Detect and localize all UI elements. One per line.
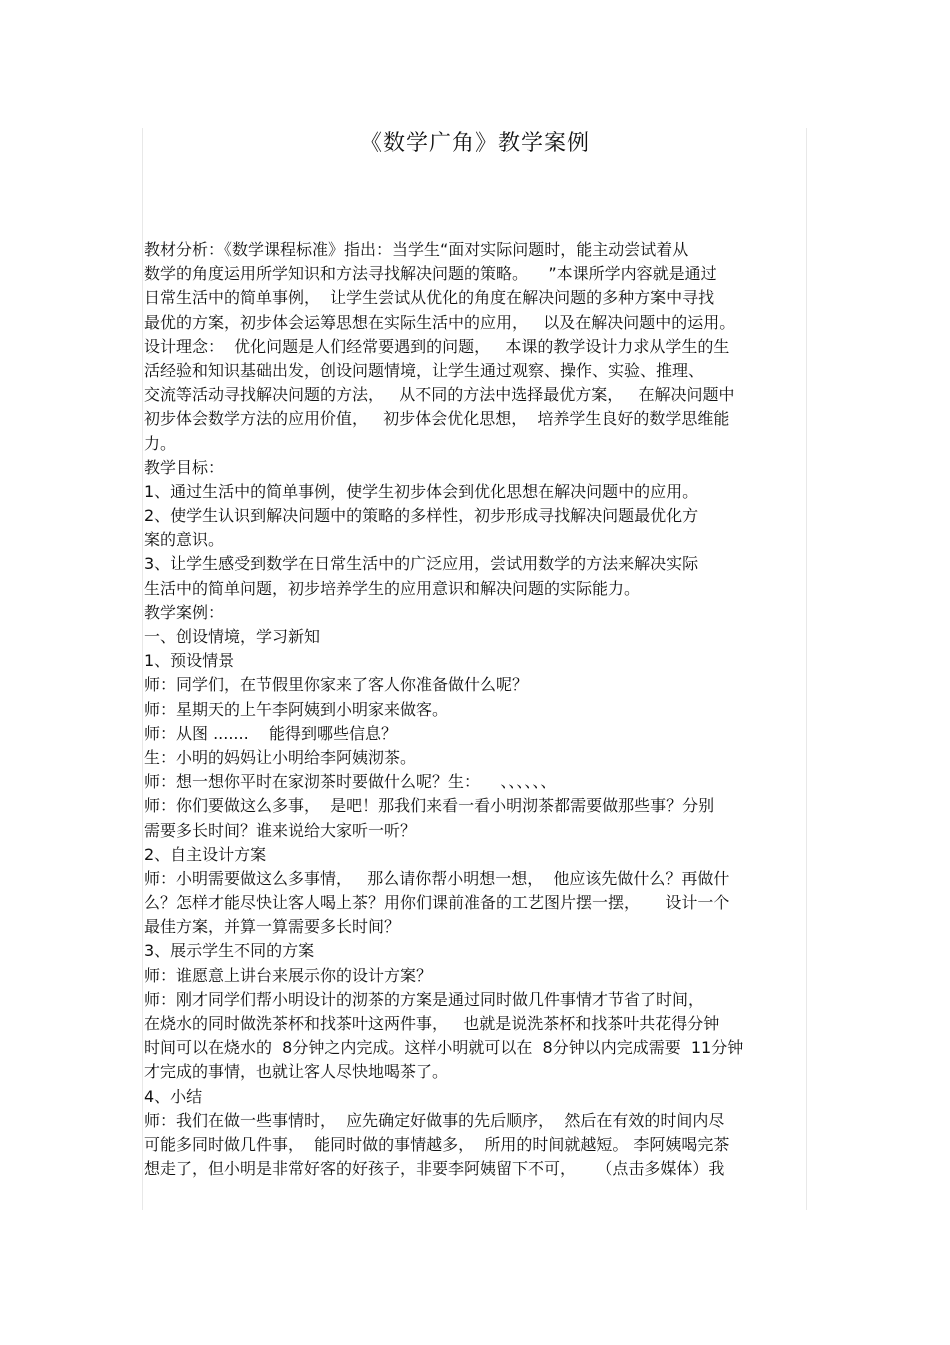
text-line: 师：从图 ....... 能得到哪些信息？ (144, 723, 398, 743)
text-line: 师：刚才同学们帮小明设计的沏茶的方案是通过同时做几件事情才节省了时间， (144, 989, 705, 1009)
text-line: 教学案例： (144, 602, 225, 622)
text-line: 4、小结 (144, 1086, 203, 1106)
text-line: 师：你们要做这么多事， 是吧！那我们来看一看小明沏茶都需要做那些事？分别 (144, 796, 715, 816)
text-line: 时间可以在烧水的 8分钟之内完成。这样小明就可以在 8分钟以内完成需要 11分钟 (144, 1038, 744, 1058)
text-line: 么？怎样才能尽快让客人喝上茶？用你们课前准备的工艺图片摆一摆， 设计一个 (144, 893, 730, 913)
document-title: 《数学广角》教学案例 (359, 131, 590, 156)
text-line: 师：小明需要做这么多事情， 那么请你帮小明想一想， 他应该先做什么？再做什 (144, 868, 730, 888)
page-border-right (806, 128, 807, 1210)
text-line: 设计理念： 优化问题是人们经常要遇到的问题， 本课的教学设计力求从学生的生 (144, 336, 730, 356)
text-line: 最优的方案，初步体会运筹思想在实际生活中的应用， 以及在解决问题中的运用。 (144, 312, 736, 332)
text-line: 2、使学生认识到解决问题中的策略的多样性，初步形成寻找解决问题最优化方 (144, 506, 699, 526)
text-line: 教材分析：《数学课程标准》指出：当学生“面对实际问题时，能主动尝试着从 (144, 240, 689, 259)
text-line: 案的意识。 (144, 530, 225, 550)
text-line: 最佳方案，并算一算需要多长时间？ (144, 917, 401, 937)
text-line: 师：我们在做一些事情时， 应先确定好做事的先后顺序， 然后在有效的时间内尽 (144, 1110, 725, 1130)
text-line: 1、通过生活中的简单事例，使学生初步体会到优化思想在解决问题中的应用。 (144, 481, 699, 501)
text-line: 需要多长时间？谁来说给大家听一听？ (144, 820, 417, 840)
text-line: 想走了，但小明是非常好客的好孩子，非要李阿姨留下不可， （点击多媒体）我 (144, 1159, 725, 1179)
text-line: 可能多同时做几件事， 能同时做的事情越多， 所用的时间就越短。 李阿姨喝完茶 (144, 1134, 730, 1154)
text-line: 师：想一想你平时在家沏茶时要做什么呢？生： 、、、、、、 (144, 772, 557, 792)
text-line: 3、让学生感受到数学在日常生活中的广泛应用，尝试用数学的方法来解决实际 (144, 554, 699, 574)
text-line: 一、创设情境，学习新知 (144, 627, 321, 646)
text-line: 师：星期天的上午李阿姨到小明家来做客。 (144, 699, 449, 719)
text-line: 日常生活中的简单事例， 让学生尝试从优化的角度在解决问题的多种方案中寻找 (144, 288, 715, 308)
text-line: 1、预设情景 (144, 651, 235, 671)
text-line: 力。 (144, 433, 177, 453)
text-line: 交流等活动寻找解决问题的方法， 从不同的方法中选择最优方案， 在解决问题中 (144, 385, 735, 405)
text-line: 生：小明的妈妈让小明给李阿姨沏茶。 (144, 747, 417, 767)
document-body (144, 238, 806, 1181)
text-line: 3、展示学生不同的方案 (144, 941, 315, 961)
text-line: 生活中的简单问题，初步培养学生的应用意识和解决问题的实际能力。 (144, 578, 641, 598)
page-border-left (142, 128, 143, 1210)
text-line: 在烧水的同时做洗茶杯和找茶叶这两件事， 也就是说洗茶杯和找茶叶共花得分钟 (144, 1014, 720, 1033)
text-line: 才完成的事情，也就让客人尽快地喝茶了。 (144, 1062, 449, 1082)
text-line: 师：谁愿意上讲台来展示你的设计方案？ (144, 965, 433, 985)
text-line: 活经验和知识基础出发，创设问题情境，让学生通过观察、操作、实验、推理、 (144, 360, 705, 380)
text-line: 2、自主设计方案 (144, 844, 267, 864)
text-line: 师：同学们，在节假里你家来了客人你准备做什么呢？ (144, 675, 529, 695)
text-line: 初步体会数学方法的应用价值， 初步体会优化思想， 培养学生良好的数学思维能 (144, 409, 730, 429)
text-line: 数学的角度运用所学知识和方法寻找解决问题的策略。 ”本课所学内容就是通过 (144, 264, 717, 284)
text-line: 教学目标： (144, 457, 225, 477)
